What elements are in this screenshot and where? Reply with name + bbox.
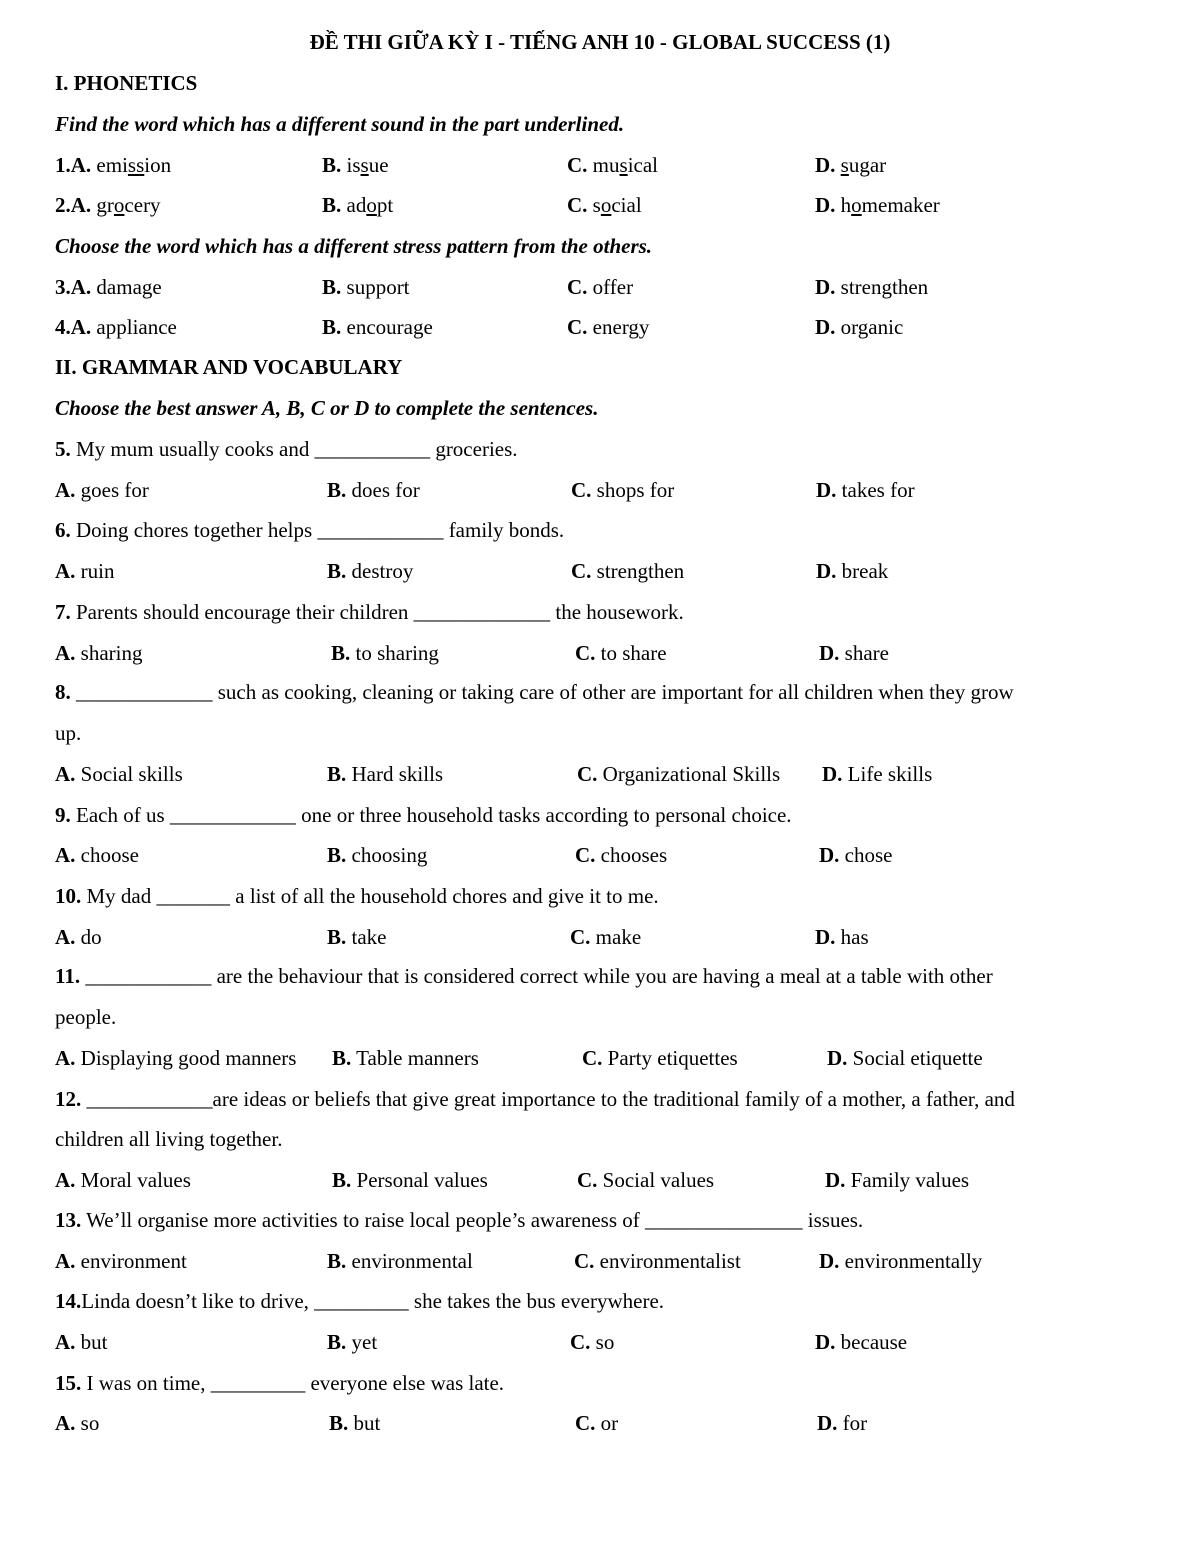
question-2-option-c <box>567 193 642 217</box>
question-number: 10. <box>55 884 82 908</box>
option-key: A. <box>55 1249 76 1273</box>
question-3-option-c <box>567 275 633 299</box>
question-number: 8. <box>55 680 71 704</box>
option-text: destroy <box>351 559 414 583</box>
question-11-stem-continued: people. <box>55 1005 117 1029</box>
option-text: break <box>841 559 889 583</box>
word-part: h <box>840 193 852 217</box>
question-text: Doing chores together helps ____________ family bonds. <box>76 518 565 542</box>
option-key: B. <box>327 478 347 502</box>
option-key: B. <box>327 1330 347 1354</box>
option-text: share <box>844 641 889 665</box>
section-heading-phonetics: I. PHONETICS <box>55 71 198 95</box>
question-13-option-c <box>574 1249 741 1273</box>
question-7-option-c <box>575 641 667 665</box>
question-2-option-b <box>322 193 393 217</box>
option-key: B. <box>327 559 347 583</box>
option-key: A. <box>55 559 76 583</box>
option-text: but <box>80 1330 108 1354</box>
option-text: because <box>840 1330 908 1354</box>
option-key: A. <box>55 478 76 502</box>
option-key: A. <box>70 193 92 217</box>
section-heading-grammar: II. GRAMMAR AND VOCABULARY <box>55 355 403 379</box>
option-text: Table manners <box>356 1046 479 1070</box>
word-part: s <box>592 193 601 217</box>
question-3-option-a <box>55 275 162 299</box>
question-number: 7. <box>55 600 71 624</box>
option-key: B. <box>332 1046 352 1070</box>
question-text: Linda doesn’t like to drive, _________ she takes the bus everywhere. <box>81 1289 665 1313</box>
question-11-option-d <box>827 1046 983 1070</box>
option-key: C. <box>570 1330 591 1354</box>
option-key: B. <box>331 641 351 665</box>
question-number: 14. <box>55 1289 82 1313</box>
underlined-part: s <box>360 153 369 177</box>
option-text: energy <box>592 315 650 339</box>
option-key: B. <box>322 275 342 299</box>
question-text: My mum usually cooks and ___________ groceries. <box>76 437 518 461</box>
option-key: D. <box>816 478 837 502</box>
option-text: so <box>595 1330 615 1354</box>
option-key: A. <box>55 925 76 949</box>
question-13-option-d <box>819 1249 982 1273</box>
option-text: sharing <box>80 641 143 665</box>
question-15-option-a <box>55 1411 99 1435</box>
word-part: ue <box>368 153 389 177</box>
option-key: C. <box>577 1168 598 1192</box>
option-text: but <box>353 1411 381 1435</box>
option-text: to sharing <box>355 641 439 665</box>
word-part: ugar <box>848 153 887 177</box>
option-key: D. <box>816 559 837 583</box>
option-text: Family values <box>850 1168 970 1192</box>
option-text: environmentalist <box>599 1249 741 1273</box>
question-4-option-a <box>55 315 177 339</box>
option-key: C. <box>567 315 588 339</box>
option-key: D. <box>817 1411 838 1435</box>
page-title: ĐỀ THI GIỮA KỲ I - TIẾNG ANH 10 - GLOBAL SUCCESS (1) <box>309 30 891 54</box>
question-number: 15. <box>55 1371 82 1395</box>
option-text: appliance <box>96 315 177 339</box>
option-key: A. <box>55 843 76 867</box>
question-text: ____________ are the behaviour that is considered correct while you are having a meal at a table with other <box>85 964 993 988</box>
question-5-stem <box>55 437 518 461</box>
option-key: C. <box>577 762 598 786</box>
option-key: C. <box>582 1046 603 1070</box>
option-key: C. <box>571 559 592 583</box>
question-6-option-d <box>816 559 888 583</box>
question-1-option-d <box>815 153 886 177</box>
option-key: B. <box>322 193 342 217</box>
underlined-part: o <box>366 193 377 217</box>
word-part: pt <box>376 193 394 217</box>
question-5-option-a <box>55 478 149 502</box>
question-number: 3. <box>55 275 71 299</box>
option-text: strengthen <box>840 275 929 299</box>
question-8-stem-continued: up. <box>55 721 82 745</box>
word-part: emi <box>96 153 128 177</box>
option-key: C. <box>575 843 596 867</box>
question-13-option-a <box>55 1249 187 1273</box>
option-text: Party etiquettes <box>607 1046 738 1070</box>
option-key: D. <box>815 153 836 177</box>
underlined-part: o <box>851 193 862 217</box>
option-key: B. <box>322 315 342 339</box>
question-8-option-d <box>822 762 932 786</box>
underlined-part: s <box>840 153 849 177</box>
option-key: D. <box>815 925 836 949</box>
option-key: C. <box>567 193 588 217</box>
option-key: B. <box>327 762 347 786</box>
option-text: so <box>80 1411 100 1435</box>
question-6-option-a <box>55 559 115 583</box>
question-10-option-d <box>815 925 869 949</box>
question-11-option-b <box>332 1046 479 1070</box>
question-4-option-b <box>322 315 433 339</box>
question-1-option-c <box>567 153 658 177</box>
option-key: D. <box>819 843 840 867</box>
question-4-option-d <box>815 315 903 339</box>
question-7-option-a <box>55 641 143 665</box>
question-3-option-b <box>322 275 410 299</box>
question-number: 11. <box>55 964 81 988</box>
option-key: D. <box>815 315 836 339</box>
underlined-part: s <box>619 153 628 177</box>
question-14-option-b <box>327 1330 377 1354</box>
question-2-option-a <box>55 193 161 217</box>
question-13-stem <box>55 1208 863 1232</box>
option-key: C. <box>570 925 591 949</box>
option-key: A. <box>55 762 76 786</box>
option-key: A. <box>70 315 92 339</box>
question-12-option-b <box>332 1168 488 1192</box>
option-text: damage <box>96 275 162 299</box>
option-text: strengthen <box>596 559 685 583</box>
question-text: I was on time, _________ everyone else was late. <box>86 1371 505 1395</box>
question-number: 6. <box>55 518 71 542</box>
question-14-option-c <box>570 1330 614 1354</box>
instruction-best-answer: Choose the best answer A, B, C or D to complete the sentences. <box>55 396 599 420</box>
question-12-option-c <box>577 1168 714 1192</box>
question-number: 4. <box>55 315 71 339</box>
question-2-option-d <box>815 193 940 217</box>
question-15-option-b <box>329 1411 380 1435</box>
question-12-option-a <box>55 1168 191 1192</box>
option-text: Moral values <box>80 1168 191 1192</box>
word-part: ad <box>346 193 367 217</box>
question-11-option-a <box>55 1046 296 1070</box>
option-text: ruin <box>80 559 115 583</box>
option-key: B. <box>327 843 347 867</box>
option-key: A. <box>55 1411 76 1435</box>
question-text: Parents should encourage their children _____________ the housework. <box>76 600 684 624</box>
option-key: D. <box>815 193 836 217</box>
underlined-part: o <box>600 193 612 217</box>
question-12-stem <box>55 1087 1015 1111</box>
option-text: Life skills <box>847 762 933 786</box>
question-5-option-c <box>571 478 674 502</box>
option-key: D. <box>822 762 843 786</box>
word-part: ion <box>144 153 172 177</box>
question-15-stem <box>55 1371 504 1395</box>
word-part: cial <box>611 193 642 217</box>
question-3-option-d <box>815 275 928 299</box>
option-key: A. <box>55 1046 76 1070</box>
question-number: 2. <box>55 193 71 217</box>
question-8-stem <box>55 680 1014 704</box>
option-key: C. <box>574 1249 595 1273</box>
question-12-stem-continued: children all living together. <box>55 1127 283 1151</box>
option-text: make <box>595 925 642 949</box>
option-text: do <box>80 925 102 949</box>
question-14-option-a <box>55 1330 108 1354</box>
question-text: Each of us ____________ one or three household tasks according to personal choice. <box>76 803 792 827</box>
underlined-part: ss <box>127 153 145 177</box>
question-6-option-b <box>327 559 413 583</box>
question-6-option-c <box>571 559 684 583</box>
question-number: 12. <box>55 1087 82 1111</box>
question-8-option-c <box>577 762 780 786</box>
option-key: C. <box>575 641 596 665</box>
word-part: ical <box>627 153 659 177</box>
option-text: or <box>600 1411 619 1435</box>
option-key: A. <box>55 1168 76 1192</box>
question-7-option-b <box>331 641 439 665</box>
question-10-option-c <box>570 925 641 949</box>
option-text: offer <box>592 275 634 299</box>
question-9-stem <box>55 803 792 827</box>
question-5-option-d <box>816 478 915 502</box>
instruction-stress: Choose the word which has a different stress pattern from the others. <box>55 234 653 258</box>
option-text: take <box>351 925 387 949</box>
option-text: Organizational Skills <box>602 762 781 786</box>
question-1-option-a <box>55 153 171 177</box>
option-key: B. <box>327 925 347 949</box>
question-4-option-c <box>567 315 649 339</box>
option-text: Social skills <box>80 762 183 786</box>
word-part: cery <box>124 193 161 217</box>
question-number: 9. <box>55 803 71 827</box>
option-text: shops for <box>596 478 675 502</box>
option-text: chooses <box>600 843 668 867</box>
option-key: B. <box>322 153 342 177</box>
question-text: ____________are ideas or beliefs that give great importance to the traditional family of a mother, a father, and <box>86 1087 1015 1111</box>
option-text: takes for <box>841 478 915 502</box>
option-text: for <box>842 1411 868 1435</box>
question-14-stem <box>55 1289 664 1313</box>
option-key: D. <box>825 1168 846 1192</box>
option-key: B. <box>329 1411 349 1435</box>
option-key: B. <box>332 1168 352 1192</box>
option-text: environmentally <box>844 1249 983 1273</box>
question-9-option-d <box>819 843 893 867</box>
question-13-option-b <box>327 1249 473 1273</box>
option-key: A. <box>55 1330 76 1354</box>
question-text: My dad _______ a list of all the household chores and give it to me. <box>86 884 659 908</box>
question-14-option-d <box>815 1330 907 1354</box>
question-8-option-a <box>55 762 183 786</box>
word-part: gr <box>96 193 114 217</box>
instruction-sound: Find the word which has a different sound in the part underlined. <box>55 112 625 136</box>
option-key: B. <box>327 1249 347 1273</box>
question-8-option-b <box>327 762 443 786</box>
question-number: 5. <box>55 437 71 461</box>
question-6-stem <box>55 518 564 542</box>
option-text: organic <box>840 315 904 339</box>
option-text: support <box>346 275 410 299</box>
question-10-option-b <box>327 925 387 949</box>
option-text: Social values <box>602 1168 715 1192</box>
option-key: C. <box>567 275 588 299</box>
question-5-option-b <box>327 478 420 502</box>
option-text: Social etiquette <box>852 1046 983 1070</box>
option-key: C. <box>575 1411 596 1435</box>
question-10-option-a <box>55 925 102 949</box>
question-7-option-d <box>819 641 889 665</box>
option-text: chose <box>844 843 893 867</box>
underlined-part: o <box>113 193 125 217</box>
question-number: 13. <box>55 1208 82 1232</box>
option-key: D. <box>815 1330 836 1354</box>
word-part: is <box>346 153 361 177</box>
option-text: Hard skills <box>351 762 444 786</box>
question-10-stem <box>55 884 659 908</box>
question-9-option-c <box>575 843 667 867</box>
option-text: choose <box>80 843 139 867</box>
option-key: A. <box>70 275 92 299</box>
option-text: has <box>840 925 869 949</box>
question-text: _____________ such as cooking, cleaning or taking care of other are important for all children when they grow <box>76 680 1014 704</box>
question-9-option-b <box>327 843 427 867</box>
question-1-option-b <box>322 153 389 177</box>
option-key: A. <box>70 153 92 177</box>
option-text: to share <box>600 641 667 665</box>
option-text: Personal values <box>356 1168 488 1192</box>
option-key: C. <box>571 478 592 502</box>
option-text: yet <box>351 1330 378 1354</box>
word-part: mu <box>592 153 620 177</box>
option-key: C. <box>567 153 588 177</box>
option-key: D. <box>819 1249 840 1273</box>
option-text: choosing <box>351 843 428 867</box>
word-part: memaker <box>861 193 940 217</box>
option-key: A. <box>55 641 76 665</box>
option-text: encourage <box>346 315 433 339</box>
question-text: We’ll organise more activities to raise local people’s awareness of _______________ issues. <box>86 1208 864 1232</box>
question-11-stem <box>55 964 993 988</box>
question-15-option-d <box>817 1411 867 1435</box>
question-11-option-c <box>582 1046 738 1070</box>
option-text: environmental <box>351 1249 473 1273</box>
question-12-option-d <box>825 1168 969 1192</box>
question-15-option-c <box>575 1411 618 1435</box>
question-number: 1. <box>55 153 71 177</box>
question-7-stem <box>55 600 684 624</box>
option-text: Displaying good manners <box>80 1046 297 1070</box>
option-text: goes for <box>80 478 149 502</box>
option-text: does for <box>351 478 420 502</box>
option-key: D. <box>827 1046 848 1070</box>
question-9-option-a <box>55 843 139 867</box>
option-key: D. <box>815 275 836 299</box>
option-key: D. <box>819 641 840 665</box>
option-text: environment <box>80 1249 187 1273</box>
